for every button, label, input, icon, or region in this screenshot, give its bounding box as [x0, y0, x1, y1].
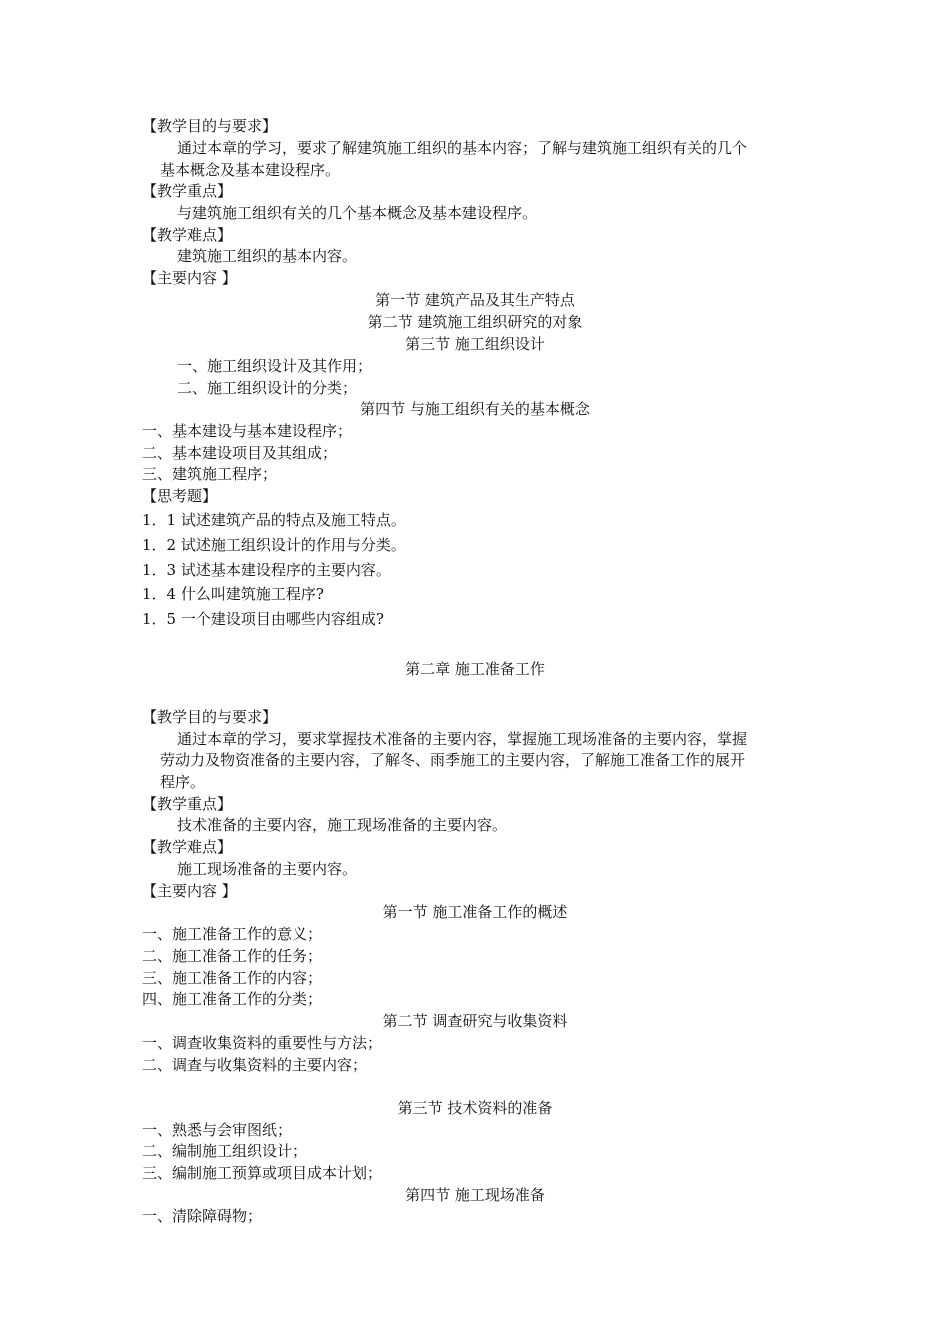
question-item: 1．3 试述基本建设程序的主要内容。 [142, 561, 391, 579]
ch2-section-3-title: 第三节 技术资料的准备 [397, 1099, 553, 1117]
list-item: 三、编制施工预算或项目成本计划； [142, 1164, 383, 1182]
ch1-goal-heading: 【教学目的与要求】 [142, 117, 278, 135]
question-item: 1．1 试述建筑产品的特点及施工特点。 [142, 511, 406, 529]
question-item: 1．5 一个建设项目由哪些内容组成? [142, 610, 384, 628]
ch1-difficulty-heading: 【教学难点】 [142, 226, 233, 244]
list-item: 一、调查收集资料的重要性与方法； [142, 1034, 383, 1052]
list-item: 一、清除障碍物； [142, 1207, 263, 1225]
ch1-key-text: 与建筑施工组织有关的几个基本概念及基本建设程序。 [177, 204, 538, 222]
ch2-key-heading: 【教学重点】 [142, 795, 233, 813]
list-item: 一、熟悉与会审图纸； [142, 1121, 293, 1139]
ch1-questions-heading: 【思考题】 [142, 487, 218, 505]
ch1-section-4-title: 第四节 与施工组织有关的基本概念 [360, 400, 590, 418]
list-item: 二、施工准备工作的任务； [142, 947, 323, 965]
list-item: 二、调查与收集资料的主要内容； [142, 1056, 368, 1074]
ch2-goal-text-2: 劳动力及物资准备的主要内容，了解冬、雨季施工的主要内容，了解施工准备工作的展开 [160, 751, 746, 769]
ch2-difficulty-text: 施工现场准备的主要内容。 [177, 860, 358, 878]
ch1-section-1-title: 第一节 建筑产品及其生产特点 [375, 291, 575, 309]
list-item: 三、建筑施工程序； [142, 465, 278, 483]
question-item: 1．4 什么叫建筑施工程序? [142, 585, 324, 603]
question-item: 1．2 试述施工组织设计的作用与分类。 [142, 536, 406, 554]
list-item: 三、施工准备工作的内容； [142, 969, 323, 987]
ch2-key-text: 技术准备的主要内容，施工现场准备的主要内容。 [177, 816, 508, 834]
list-item: 四、施工准备工作的分类； [142, 990, 323, 1008]
list-item: 一、施工组织设计及其作用； [177, 357, 373, 375]
list-item: 二、编制施工组织设计； [142, 1142, 308, 1160]
ch1-key-heading: 【教学重点】 [142, 182, 233, 200]
ch1-goal-text-2: 基本概念及基本建设程序。 [160, 161, 341, 179]
ch1-section-2-title: 第二节 建筑施工组织研究的对象 [367, 313, 583, 331]
ch1-main-heading: 【主要内容 】 [142, 269, 237, 287]
ch2-goal-text-1: 通过本章的学习，要求掌握技术准备的主要内容，掌握施工现场准备的主要内容，掌握 [177, 730, 748, 748]
list-item: 一、基本建设与基本建设程序； [142, 422, 353, 440]
list-item: 二、施工组织设计的分类； [177, 379, 358, 397]
ch2-section-4-title: 第四节 施工现场准备 [405, 1186, 545, 1204]
ch1-difficulty-text: 建筑施工组织的基本内容。 [177, 247, 358, 265]
ch2-section-1-title: 第一节 施工准备工作的概述 [382, 903, 568, 921]
ch1-section-3-title: 第三节 施工组织设计 [405, 335, 545, 353]
ch2-difficulty-heading: 【教学难点】 [142, 838, 233, 856]
ch2-main-heading: 【主要内容 】 [142, 882, 237, 900]
ch2-goal-heading: 【教学目的与要求】 [142, 708, 278, 726]
ch1-goal-text-1: 通过本章的学习，要求了解建筑施工组织的基本内容；了解与建筑施工组织有关的几个 [177, 139, 748, 157]
ch2-chapter-title: 第二章 施工准备工作 [405, 660, 545, 678]
list-item: 一、施工准备工作的意义； [142, 925, 323, 943]
ch2-goal-text-3: 程序。 [160, 773, 206, 791]
list-item: 二、基本建设项目及其组成； [142, 444, 338, 462]
ch2-section-2-title: 第二节 调查研究与收集资料 [382, 1012, 568, 1030]
